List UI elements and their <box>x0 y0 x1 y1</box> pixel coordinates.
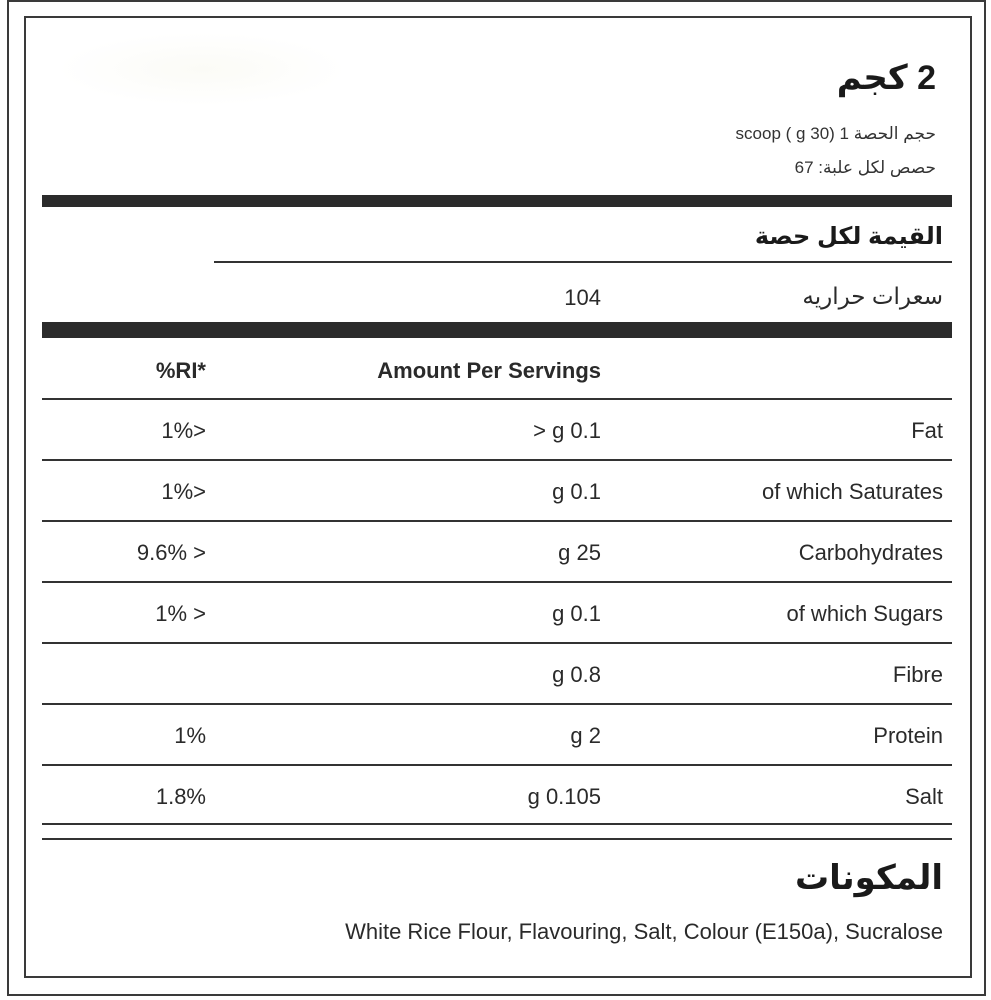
blurred-logo-area <box>56 32 348 106</box>
double-divider-bottom <box>42 838 952 840</box>
row-divider <box>42 642 952 644</box>
ingredients-text: White Rice Flour, Flavouring, Salt, Colour (E150a), Sucralose <box>345 919 943 944</box>
thick-divider-middle <box>42 322 952 338</box>
row-divider <box>42 764 952 766</box>
calories-value: 104 <box>564 285 601 310</box>
nutrient-amount: g 0.1 <box>552 479 601 504</box>
row-divider <box>42 520 952 522</box>
per-serving-heading: القيمة لكل حصة <box>754 223 943 250</box>
nutrient-amount: g 25 <box>558 540 601 565</box>
nutrient-name: Carbohydrates <box>798 540 943 565</box>
nutrient-amount: g 2 <box>570 723 601 748</box>
nutrient-name: Protein <box>873 723 943 748</box>
nutrient-ri: 1%> <box>161 418 206 443</box>
nutrient-amount: g 0.105 <box>527 784 601 809</box>
nutrient-name: of which Saturates <box>762 479 943 504</box>
double-divider-top <box>42 823 952 825</box>
nutrient-name: of which Sugars <box>786 601 943 626</box>
servings-per-pack: حصص لكل علبة: 67 <box>794 158 936 177</box>
row-divider <box>42 459 952 461</box>
nutrient-ri: 1.8% <box>155 784 206 809</box>
amount-column-header: Amount Per Servings <box>377 358 601 383</box>
nutrient-ri: 9.6% > <box>136 540 206 565</box>
nutrient-ri: 1%> <box>161 479 206 504</box>
nutrient-name: Fibre <box>892 662 943 687</box>
nutrient-name: Salt <box>905 784 943 809</box>
ingredients-heading: المكونات <box>794 859 943 897</box>
row-divider <box>42 703 952 705</box>
serving-size: حجم الحصة 1 (30 g ) scoop <box>735 124 936 143</box>
nutrient-ri: 1% > <box>155 601 206 626</box>
thick-divider-top <box>42 195 952 207</box>
row-divider <box>42 581 952 583</box>
divider-per-serving <box>214 261 952 263</box>
nutrient-amount: g 0.1 <box>552 601 601 626</box>
ri-column-header: %RI* <box>155 358 206 383</box>
row-divider <box>42 398 952 400</box>
product-size-title: 2 كجم <box>836 59 936 97</box>
nutrient-amount: > g 0.1 <box>533 418 601 443</box>
calories-label: سعرات حراريه <box>802 283 943 309</box>
nutrient-amount: g 0.8 <box>552 662 601 687</box>
nutrient-ri: 1% <box>174 723 206 748</box>
nutrient-name: Fat <box>911 418 943 443</box>
